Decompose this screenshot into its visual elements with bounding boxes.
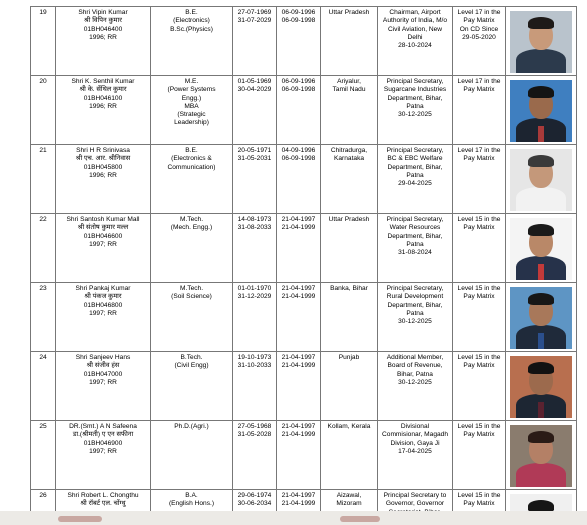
table-row [31,352,577,421]
date-value: 01-05-1969 [237,78,272,85]
posting-line: Principal Secretary, [386,216,444,223]
pay-level-line: 29-05-2020 [462,33,496,41]
home-state-line: Ariyalur, [337,78,361,85]
table-row [31,283,577,352]
qualification-line: (Power Systems [167,86,216,94]
officer-name-hindi: श्री के. सेंथिल कुमार [79,86,127,94]
officer-id: 01BH046400 [83,25,123,33]
officer-id: 01BH046900 [83,439,123,447]
officer-batch: 1997; RR [89,309,117,317]
qualification-line: B.A. [185,492,198,499]
officer-name-hindi: श्री एच. आर. श्रीनिवास [75,155,131,163]
pay-level-cell [453,421,506,490]
table-row [31,421,577,490]
service-dates-cell [277,214,321,283]
photo-cell [506,214,577,283]
pay-level-line: Pay Matrix [463,362,495,370]
posting-line: 17-04-2025 [398,447,432,455]
posting-line: Commisionar, Magadh [382,431,448,439]
pay-level-line: Pay Matrix [463,224,495,232]
posting-line: Division, Gaya Ji [390,439,440,447]
date-value: 19-10-1973 [237,354,272,361]
officer-batch: 1997; RR [89,240,117,248]
officer-batch: 1996; RR [89,33,117,41]
serial-number-cell [31,421,56,490]
serial-number: 21 [39,147,47,154]
qualification-line: MBA [184,102,199,110]
officer-id: 01BH046600 [83,232,123,240]
posting-line: Additional Member, [386,354,444,361]
qualification-cell [151,7,233,76]
photo-cell [506,145,577,214]
officer-name-hindi: डा.(श्रीमती) ए एन सफीना [72,431,134,439]
home-state-line: Punjab [338,354,360,361]
birth-retirement-dates-cell [233,283,277,352]
birth-retirement-dates-cell [233,421,277,490]
pay-level-line: Level 17 in the [457,9,501,16]
qualification-line: M.Tech. [179,285,204,292]
posting-line: Department, Bihar, [387,94,443,102]
officer-photo-icon [510,149,572,211]
qualification-line: (Soil Science) [171,293,212,301]
officer-id: 01BH046800 [83,301,123,309]
photo-shoulders [516,187,566,211]
pay-level-line: Level 15 in the [457,216,501,223]
posting-line: Patna [406,240,424,248]
home-state-cell [321,283,378,352]
date-value: 06-09-1998 [281,155,316,163]
serial-number: 26 [39,492,47,499]
pay-level-cell [453,145,506,214]
officer-name-cell [56,76,151,145]
posting-line: Board of Revenue, [387,362,443,370]
home-state-cell [321,7,378,76]
officer-photo-icon [510,356,572,418]
photo-shoulders [516,463,566,487]
officer-name-hindi: श्री पंकज कुमार [84,293,122,301]
table-row [31,7,577,76]
officer-roster-table [30,6,577,525]
home-state-line: Uttar Pradesh [328,216,370,223]
pay-level-line: Pay Matrix [463,17,495,25]
date-value: 30-04-2029 [237,86,272,94]
current-posting-cell [378,352,453,421]
current-posting-cell [378,214,453,283]
qualification-cell [151,145,233,214]
qualification-line: B.Sc.(Physics) [170,25,213,33]
footer-decoration [58,516,102,522]
service-dates-cell [277,145,321,214]
posting-line: 30-12-2025 [398,111,432,119]
service-dates-cell [277,76,321,145]
footer-decoration [340,516,380,522]
officer-name-english: DR.(Smt.) A N Safeena [69,423,137,430]
pay-level-cell [453,76,506,145]
officer-name-cell [56,283,151,352]
photo-hair [528,224,554,236]
date-value: 31-12-2029 [237,293,272,301]
qualification-line: (English Hons.) [168,500,215,508]
date-value: 31-05-2031 [237,155,272,163]
officer-id: 01BH046100 [83,94,123,102]
officer-photo-icon [510,11,572,73]
photo-tie [538,402,544,418]
posting-line: 28-10-2024 [398,42,432,50]
qualification-line: B.Tech. [180,354,203,361]
service-dates-cell [277,352,321,421]
date-value: 31-07-2029 [237,17,272,25]
date-value: 21-04-1999 [281,293,316,301]
service-dates-cell [277,283,321,352]
qualification-line: M.Tech. [179,216,204,223]
qualification-line: (Strategic [177,111,206,119]
date-value: 01-01-1970 [237,285,272,292]
posting-line: Authority of India, M/o [382,17,448,25]
date-value: 31-08-2033 [237,224,272,232]
serial-number: 25 [39,423,47,430]
photo-cell [506,76,577,145]
qualification-cell [151,76,233,145]
date-value: 06-09-1996 [281,78,316,85]
date-value: 14-08-1973 [237,216,272,223]
pay-level-cell [453,352,506,421]
home-state-line: Uttar Pradesh [328,9,370,16]
pay-level-line: Level 15 in the [457,285,501,292]
pay-level-line: Pay Matrix [463,86,495,94]
birth-retirement-dates-cell [233,76,277,145]
posting-line: Governor, Governor [385,500,445,508]
posting-line: Sugarcane Industries [383,86,447,94]
posting-line: Civil Aviation, New [387,25,443,33]
officer-name-cell [56,214,151,283]
photo-hair [528,431,554,443]
posting-line: Water Resources [389,224,441,232]
home-state-cell [321,145,378,214]
date-value: 21-04-1999 [281,224,316,232]
officer-name-english: Shri Robert L. Chongthu [67,492,139,499]
date-value: 06-09-1998 [281,86,316,94]
current-posting-cell [378,76,453,145]
qualification-line: (Electronics) [173,17,210,25]
photo-shoulders [516,49,566,73]
home-state-cell [321,352,378,421]
posting-line: Delhi [407,33,423,41]
pay-level-line: Level 17 in the [457,78,501,85]
pay-level-line: Pay Matrix [463,431,495,439]
photo-hair [528,17,554,29]
photo-hair [528,362,554,374]
posting-line: Department, Bihar, [387,301,443,309]
date-value: 21-04-1999 [281,362,316,370]
birth-retirement-dates-cell [233,7,277,76]
officer-photo-icon [510,218,572,280]
date-value: 04-09-1996 [281,147,316,154]
serial-number-cell [31,214,56,283]
date-value: 31-05-2028 [237,431,272,439]
pay-level-line: Pay Matrix [463,293,495,301]
posting-line: Rural Development [386,293,444,301]
qualification-line: B.E. [185,9,198,16]
home-state-line: Mizoram [336,500,362,508]
qualification-line: Ph.D.(Agri.) [174,423,209,430]
officer-photo-icon [510,80,572,142]
home-state-line: Tamil Nadu [332,86,366,94]
current-posting-cell [378,421,453,490]
home-state-line: Banka, Bihar [330,285,368,292]
date-value: 21-04-1997 [281,492,316,499]
qualification-line: Engg.) [181,94,202,102]
officer-photo-icon [510,425,572,487]
posting-line: Department, Bihar, [387,163,443,171]
qualification-line: (Electronics & [171,155,212,163]
officer-name-english: Shri Sanjeev Hans [75,354,131,361]
pay-level-line: Pay Matrix [463,500,495,508]
date-value: 30-06-2034 [237,500,272,508]
date-value: 21-04-1997 [281,285,316,292]
officer-name-english: Shri K. Senthil Kumar [71,78,135,85]
service-dates-cell [277,421,321,490]
photo-hair [528,86,554,98]
officer-name-hindi: श्री विपिन कुमार [84,17,122,25]
home-state-line: Chitradurga, [330,147,368,154]
service-dates-cell [277,7,321,76]
posting-line: Principal Secretary, [386,147,444,154]
officer-name-cell [56,421,151,490]
posting-line: 31-08-2024 [398,249,432,257]
date-value: 20-05-1971 [237,147,272,154]
table-row [31,76,577,145]
current-posting-cell [378,145,453,214]
pay-level-cell [453,214,506,283]
officer-name-hindi: श्री रॉबर्ट एल. चोंग्थु [80,500,126,508]
date-value: 21-04-1999 [281,500,316,508]
serial-number-cell [31,145,56,214]
photo-tie [538,126,544,142]
date-value: 21-04-1999 [281,431,316,439]
photo-tie [538,264,544,280]
serial-number-cell [31,7,56,76]
posting-line: Department, Bihar, [387,232,443,240]
date-value: 21-04-1997 [281,216,316,223]
serial-number: 20 [39,78,47,85]
current-posting-cell [378,7,453,76]
officer-name-hindi: श्री संजीव हंस [86,362,120,370]
officer-name-cell [56,7,151,76]
birth-retirement-dates-cell [233,352,277,421]
officer-batch: 1997; RR [89,378,117,386]
qualification-cell [151,352,233,421]
posting-line: Principal Secretary to [383,492,447,499]
date-value: 29-06-1974 [237,492,272,499]
posting-line: BC & EBC Welfare [387,155,443,163]
home-state-cell [321,76,378,145]
officer-photo-icon [510,287,572,349]
posting-line: Bihar, Patna [397,370,433,378]
officer-batch: 1997; RR [89,447,117,455]
officer-name-english: Shri H R Srinivasa [76,147,130,154]
qualification-line: B.E. [185,147,198,154]
officer-id: 01BH047000 [83,370,123,378]
officer-name-english: Shri Vipin Kumar [78,9,128,16]
photo-cell [506,7,577,76]
officer-name-cell [56,352,151,421]
officer-batch: 1996; RR [89,171,117,179]
posting-line: Principal Secretary, [386,78,444,85]
date-value: 27-05-1968 [237,423,272,430]
date-value: 21-04-1997 [281,354,316,361]
posting-line: Principal Secretary, [386,285,444,292]
home-state-cell [321,214,378,283]
posting-line: Chairman, Airport [389,9,441,16]
home-state-line: Karnataka [333,155,365,163]
qualification-line: (Mech. Engg.) [170,224,213,232]
serial-number-cell [31,283,56,352]
photo-hair [528,155,554,167]
posting-line: Patna [406,171,424,179]
date-value: 21-04-1997 [281,423,316,430]
officer-name-hindi: श्री संतोष कुमार मल्ल [77,224,129,232]
posting-line: Divisional [400,423,430,430]
photo-cell [506,283,577,352]
serial-number: 24 [39,354,47,361]
photo-cell [506,421,577,490]
pay-level-line: Level 17 in the [457,147,501,154]
table-row [31,214,577,283]
pay-level-line: On CD Since [459,25,499,33]
serial-number-cell [31,76,56,145]
posting-line: Patna [406,102,424,110]
officer-name-english: Shri Santosh Kumar Mall [66,216,140,223]
qualification-line: Communication) [167,163,216,171]
current-posting-cell [378,283,453,352]
photo-tie [538,333,544,349]
qualification-line: M.E. [184,78,199,85]
pay-level-line: Level 15 in the [457,492,501,499]
qualification-line: Leadership) [174,119,209,127]
qualification-cell [151,283,233,352]
photo-cell [506,352,577,421]
officer-name-english: Shri Pankaj Kumar [75,285,131,292]
qualification-line: (Civil Engg) [174,362,209,370]
photo-hair [528,293,554,305]
date-value: 06-09-1996 [281,9,316,16]
pay-level-cell [453,283,506,352]
pay-level-line: Pay Matrix [463,155,495,163]
officer-batch: 1996; RR [89,102,117,110]
pay-level-line: Level 15 in the [457,354,501,361]
home-state-cell [321,421,378,490]
birth-retirement-dates-cell [233,145,277,214]
officer-id: 01BH045800 [83,163,123,171]
date-value: 06-09-1998 [281,17,316,25]
home-state-line: Aizawal, [336,492,362,499]
date-value: 31-10-2033 [237,362,272,370]
posting-line: 29-04-2025 [398,180,432,188]
birth-retirement-dates-cell [233,214,277,283]
serial-number-cell [31,352,56,421]
posting-line: 30-12-2025 [398,378,432,386]
posting-line: 30-12-2025 [398,318,432,326]
pay-level-cell [453,7,506,76]
qualification-cell [151,214,233,283]
date-value: 27-07-1969 [237,9,272,16]
table-row [31,145,577,214]
qualification-cell [151,421,233,490]
serial-number: 23 [39,285,47,292]
serial-number: 19 [39,9,47,16]
posting-line: Patna [406,309,424,317]
home-state-line: Kollam, Kerala [327,423,371,430]
pay-level-line: Level 15 in the [457,423,501,430]
officer-name-cell [56,145,151,214]
serial-number: 22 [39,216,47,223]
